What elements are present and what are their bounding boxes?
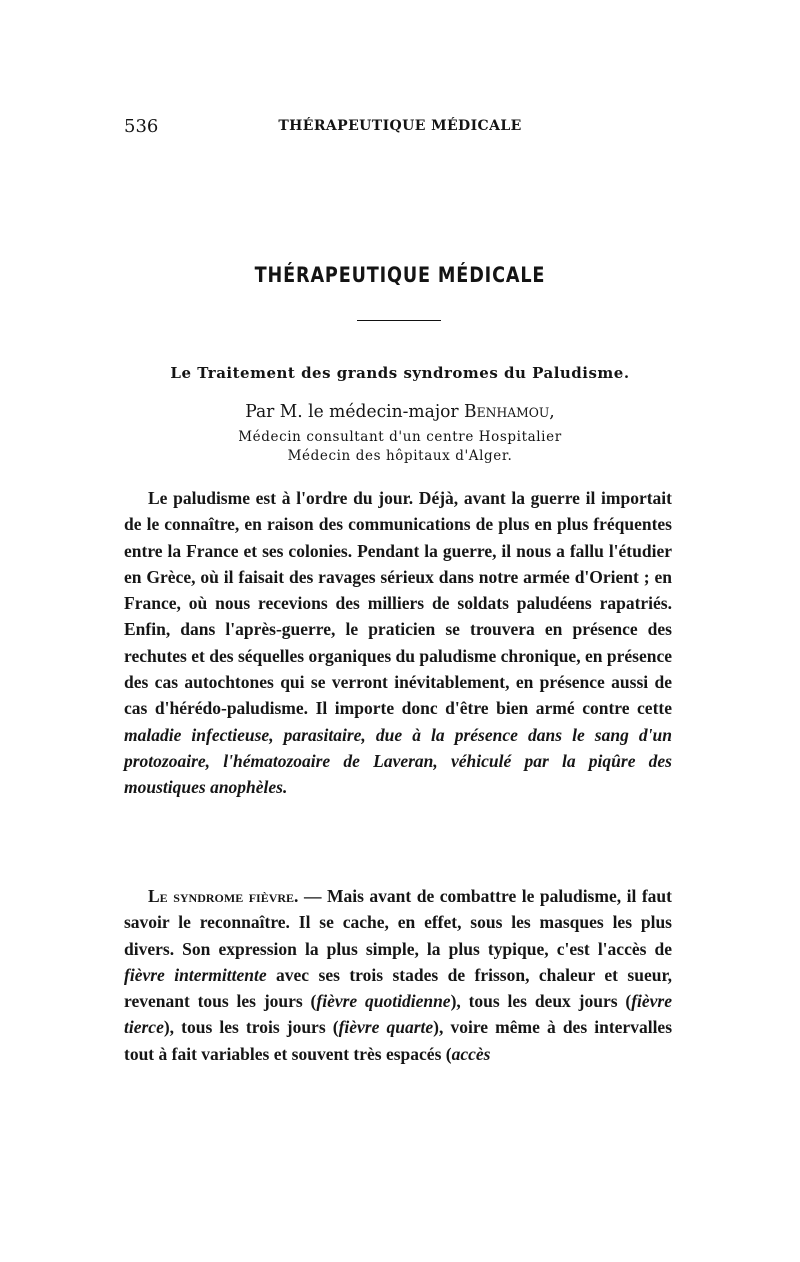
paragraph-1-italic: maladie infectieuse, parasitaire, due à la présence dans le sang d'un protozoaire, l'hématozoaire de Laveran, véhiculé par la piqûre des moustiques anophèles. (124, 724, 672, 798)
article-title: Le Traitement des grands syndromes du Paludisme. (170, 364, 630, 382)
paragraph-2-text-1: — Mais avant de combattre le paludisme, il faut savoir le reconnaître. Il se cache, en effet, sous les masques les plus divers. Son expression la plus simple, la plus typique, c'est l'accès de (124, 886, 672, 959)
paragraph-2-text-4: ), tous les trois jours ( (163, 1017, 339, 1038)
paragraph-2-italic-4: fièvre quarte (338, 1017, 434, 1038)
body-paragraph-2 (124, 883, 672, 1067)
running-title: THÉRAPEUTIQUE MÉDICALE (278, 118, 522, 134)
page-number: 536 (124, 116, 159, 137)
author-affiliation-2: Médecin des hôpitaux d'Alger. (287, 448, 513, 464)
paragraph-2-italic-2: fièvre quotidienne (316, 991, 451, 1012)
running-head (124, 116, 676, 138)
paragraph-2-italic-3: fièvre tierce (124, 991, 672, 1038)
section-title: THÉRAPEUTIQUE MÉDICALE (254, 263, 546, 287)
paragraph-1-text: Le paludisme est à l'ordre du jour. Déjà, avant la guerre il importait de le connaître, en raison des communications de plus en plus fréquentes entre la France et ses colonies. Pendant la guerre, il nous a fallu l'étudier en Grèce, où il faisait des ravages sérieux dans notre armée d'Orient ; en France, où nous recevions des milliers de soldats paludéens rapatriés. Enfin, dans l'après-guerre, le praticien se trouvera en présence des rechutes et des séquelles organiques du paludisme chronique, en présence des cas autochtones qui se verront inévitablement, en présence aussi de cas d'hérédo-paludisme. Il importe donc d'être bien armé contre cette (124, 488, 672, 719)
author-affiliation-1: Médecin consultant d'un centre Hospitalier (238, 429, 562, 445)
byline-prefix: Par M. le médecin-major (245, 401, 465, 422)
paragraph-2-lead: Le syndrome fièvre. (148, 886, 299, 906)
paragraph-2-text-2: avec ses trois stades de frisson, chaleur et sueur, revenant tous les jours ( (124, 964, 672, 1012)
paragraph-2-italic-1: fièvre intermittente (124, 964, 267, 985)
body-paragraph-1 (124, 485, 672, 801)
paragraph-2-italic-5: accès (451, 1043, 491, 1064)
paragraph-2-text-5: ), voire même à des intervalles tout à fait variables et souvent très espacés ( (124, 1017, 673, 1064)
author-name: Benhamou, (464, 401, 555, 422)
paragraph-2-text-3: ), tous les deux jours ( (450, 991, 632, 1012)
title-rule (357, 320, 441, 321)
byline (20, 401, 780, 422)
